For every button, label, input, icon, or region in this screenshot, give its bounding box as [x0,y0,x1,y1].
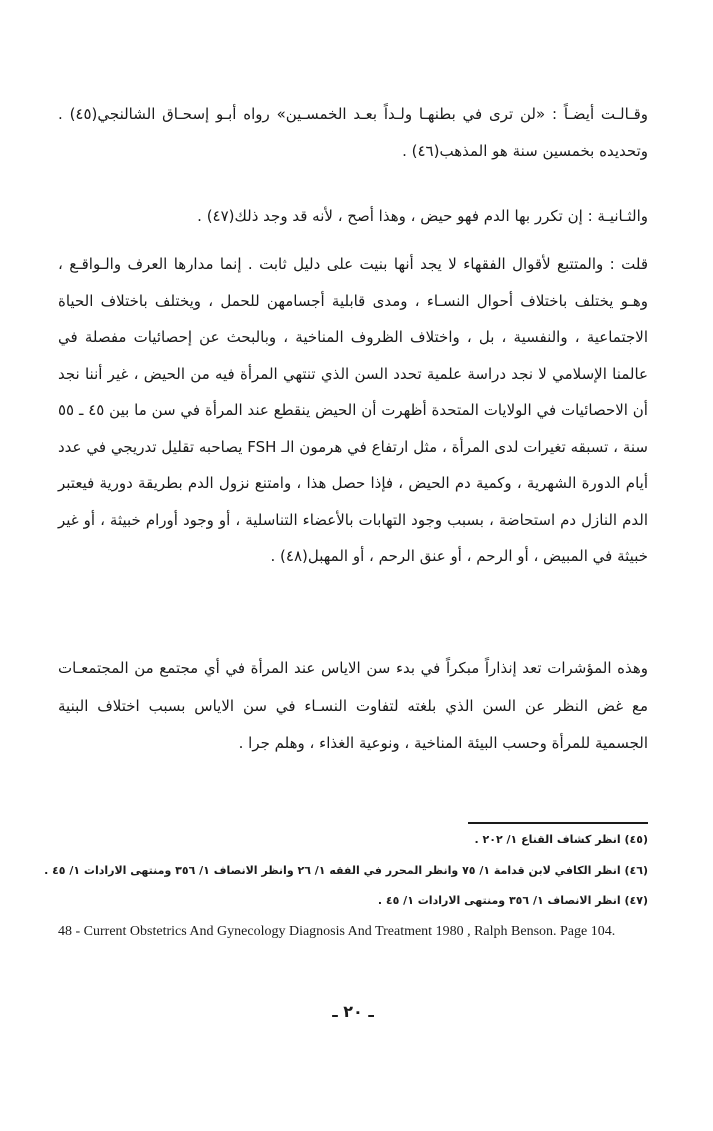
paragraph-3: قلت : والمتتبع لأقوال الفقهاء لا يجد أنها بنيت على دليل ثابت . إنما مدارها العرف والـواقـع ، وهـو يختلف باختلاف أحوال النسـاء ، ومدى قابلية أجسامهن للحمل ، ويختلف باختلاف الحياة الاجتماعية ، والنفسية ، بل ، واختلاف الظروف المناخية ، وبالبحث عن إحصائيات مفصلة في عالمنا الإسلامي لا نجد دراسة علمية تحدد السن الذي تنتهي المرأة فيه من الحيض ، غير أننا نجد أن الاحصائيات في الولايات المتحدة أظهرت أن الحيض ينقطع عند المرأة في سن ما بين ٤٥ ـ ٥٥ سنة ، تسبقه تغيرات لدى المرأة ، مثل ارتفاع في هرمون الـ FSH يصاحبه تقليل تدريجي في عدد أيام الدورة الشهرية ، وكمية دم الحيض ، فإذا حصل هذا ، وامتنع نزول الدم بطريقة دورية فيعتبر الدم النازل دم استحاضة ، بسبب وجود التهابات بالأعضاء التناسلية ، أو وجود أورام خبيثة ، أو غير خبيثة في المبيض ، أو الرحم ، أو عنق الرحم ، أو المهبل(٤٨) . [58,255,648,565]
paragraph-2: والثـانيـة : إن تكرر بها الدم فهو حيض ، وهذا أصح ، لأنه قد وجد ذلك(٤٧) . [197,207,648,225]
page-number: ـ ٢٠ ـ [332,1002,374,1021]
footnote-47: (٤٧) انظر الانصاف ١/ ٣٥٦ ومنتهى الارادات ١/ ٤٥ . [377,894,648,907]
footnote-45: (٤٥) انظر كشاف القناع ١/ ٢٠٢ . [474,833,648,846]
paragraph-1: وقـالـت أيضـاً : «لن ترى في بطنهـا ولـداً بعـد الخمسـين» رواه أبـو إسحـاق الشالنجي(٤٥) . وتحديده بخمسين سنة هو المذهب(٤٦) . [58,105,648,160]
paragraph-4: وهذه المؤشرات تعد إنذاراً مبكراً في بدء سن الاياس عند المرأة في أي مجتمع من المجتمعـات مع غض النظر عن السن الذي بلغته لتفاوت النسـاء في سن الاياس بسبب اختلاف البنية الجسمية للمرأة وحسب البيئة المناخية ، ونوعية الغذاء ، وهلم جرا . [58,659,648,752]
footnote-46: (٤٦) انظر الكافي لابن قدامة ١/ ٧٥ وانظر المحرر في الفقه ١/ ٢٦ وانظر الانصاف ١/ ٣٥٦ ومنتهى الارادات ١/ ٤٥ . [44,864,648,877]
footnote-divider [468,822,648,824]
footnote-48: 48 - Current Obstetrics And Gynecology Diagnosis And Treatment 1980 , Ralph Benson. Page 104. [58,924,616,939]
